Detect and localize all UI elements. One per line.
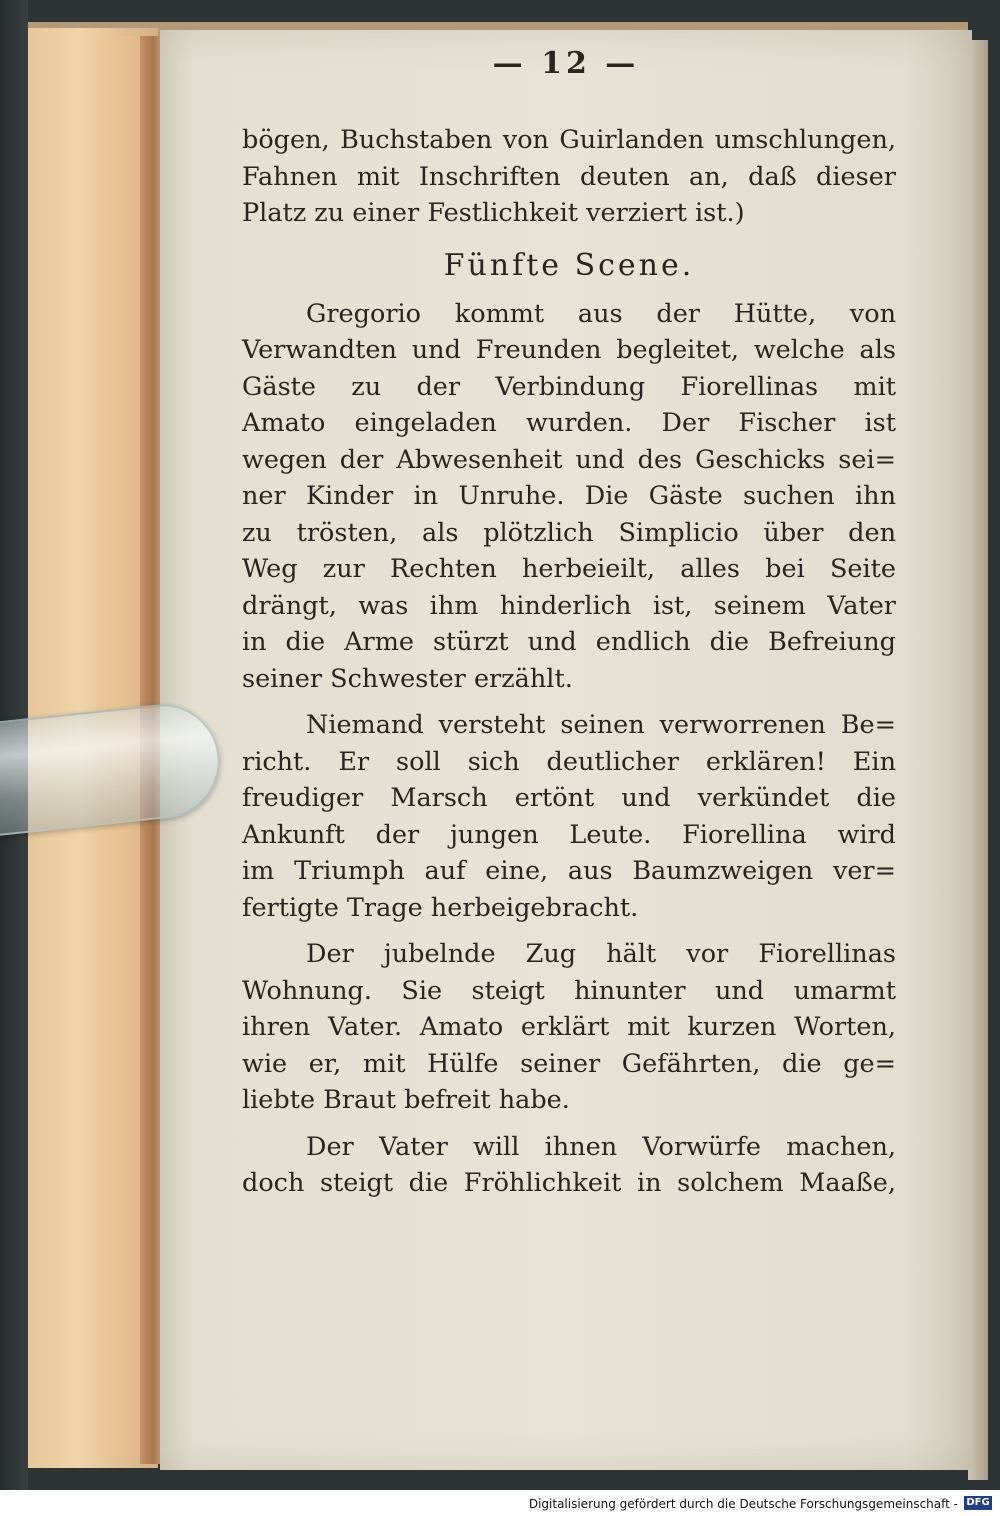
text-line: Platz zu einer Festlichkeit verziert ist.) bbox=[242, 198, 745, 228]
text-line: Fahnen mit Inschriften deuten an, daß dieser bbox=[242, 161, 896, 192]
page-number: — 12 — bbox=[492, 46, 640, 81]
text-line: Ankunft der jungen Leute. Fiorellina wird bbox=[242, 819, 896, 850]
funding-credit: Digitalisierung gefördert durch die Deutsche Forschungsgemeinschaft - bbox=[528, 1497, 958, 1511]
scene-heading: Fünfte Scene. bbox=[443, 247, 695, 283]
text-line: wegen der Abwesenheit und des Geschicks sei= bbox=[242, 444, 896, 475]
text-line: liebte Braut befreit habe. bbox=[242, 1085, 570, 1115]
text-line: fertigte Trage herbeigebracht. bbox=[242, 892, 639, 923]
text-line: zu trösten, als plötzlich Simplicio über den bbox=[242, 517, 896, 548]
text-line: seiner Schwester erzählt. bbox=[242, 663, 573, 694]
text-line: wie er, mit Hülfe seiner Gefährten, die ge= bbox=[242, 1048, 896, 1079]
paragraph bbox=[242, 707, 896, 926]
dfg-logo-icon: DFG bbox=[964, 1496, 992, 1510]
text-line: Weg zur Rechten herbeieilt, alles bei Seite bbox=[242, 554, 896, 584]
paragraph bbox=[242, 1129, 896, 1202]
text-line: Gregorio kommt aus der Hütte, von bbox=[306, 298, 896, 329]
text-line: Gäste zu der Verbindung Fiorellinas mit bbox=[242, 371, 896, 402]
text-line: Amato eingeladen wurden. Der Fischer ist bbox=[242, 408, 896, 438]
paragraph bbox=[242, 296, 896, 698]
text-line: Der jubelnde Zug hält vor Fiorellinas bbox=[306, 939, 896, 969]
text-line: richt. Er soll sich deutlicher erklären! Ein bbox=[242, 746, 896, 777]
text-line: doch steigt die Fröhlichkeit in solchem Maaße, bbox=[242, 1168, 896, 1198]
text-line: in die Arme stürzt und endlich die Befreiung bbox=[242, 627, 896, 657]
text-line: Der Vater will ihnen Vorwürfe machen, bbox=[306, 1131, 896, 1162]
text-line: drängt, was ihm hinderlich ist, seinem Vater bbox=[242, 590, 896, 621]
paragraph bbox=[242, 936, 896, 1119]
text-line: Verwandten und Freunden begleitet, welche als bbox=[242, 335, 896, 365]
text-line: freudiger Marsch ertönt und verkündet die bbox=[242, 783, 896, 813]
page-text bbox=[242, 122, 896, 1202]
text-line: Wohnung. Sie steigt hinunter und umarmt bbox=[242, 975, 896, 1006]
text-line: ihren Vater. Amato erklärt mit kurzen Worten, bbox=[242, 1012, 896, 1042]
text-line: ner Kinder in Unruhe. Die Gäste suchen ihn bbox=[242, 481, 896, 511]
text-line: bögen, Buchstaben von Guirlanden umschlungen, bbox=[242, 125, 896, 155]
text-line: Niemand versteht seinen verworrenen Be= bbox=[306, 710, 896, 740]
text-line: im Triumph auf eine, aus Baumzweigen ver= bbox=[242, 856, 896, 886]
